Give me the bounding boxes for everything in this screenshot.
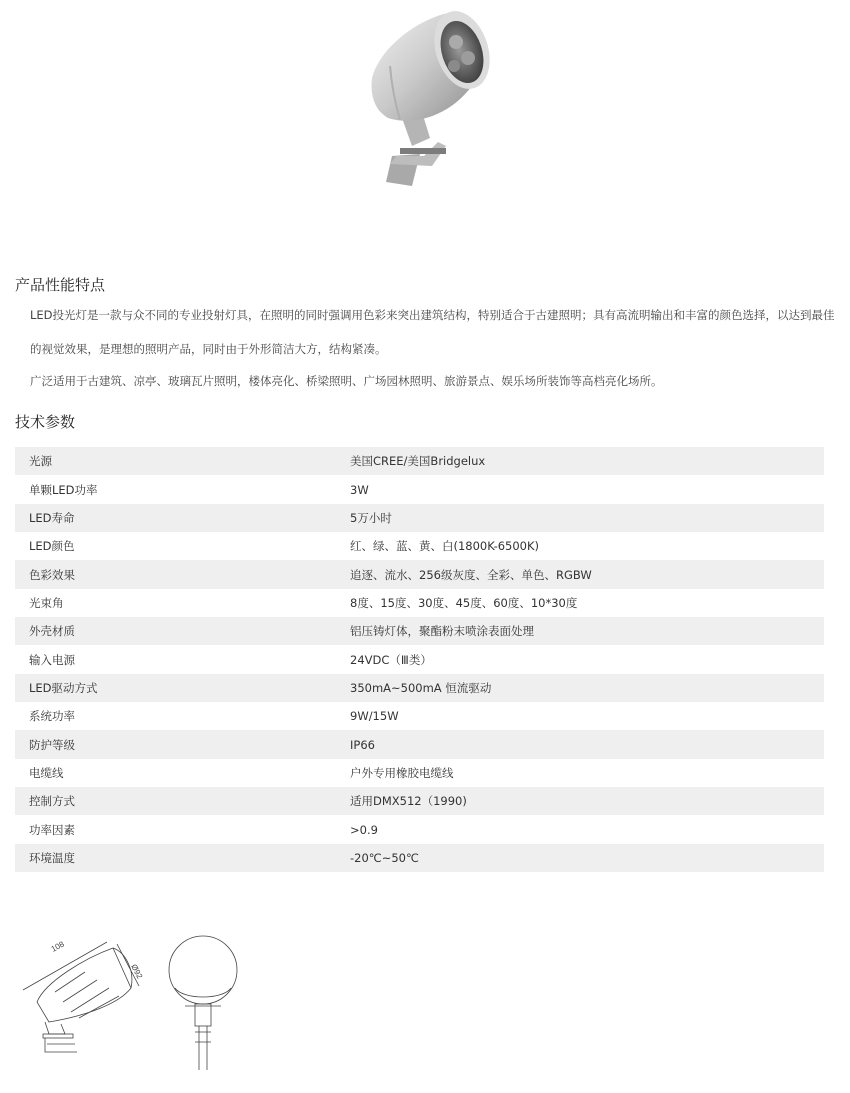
length-dimension-label: 108	[49, 939, 66, 954]
spec-row	[15, 759, 824, 787]
spec-table	[15, 447, 824, 872]
spec-value: -20℃~50℃	[350, 844, 824, 872]
spec-row	[15, 674, 824, 702]
spec-value: 红、绿、蓝、黄、白(1800K-6500K)	[350, 532, 824, 560]
features-heading: 产品性能特点	[15, 276, 106, 294]
spec-row	[15, 815, 824, 843]
spec-row	[15, 589, 824, 617]
spec-value: 户外专用橡胶电缆线	[350, 759, 824, 787]
spec-value: 5万小时	[350, 504, 824, 532]
spec-value: 24VDC（Ⅲ类）	[350, 645, 824, 673]
spec-label: 防护等级	[15, 730, 350, 758]
spec-label: 光源	[15, 447, 350, 475]
spec-row	[15, 475, 824, 503]
spec-row	[15, 504, 824, 532]
features-description: LED投光灯是一款与众不同的专业投射灯具，在照明的同时强调用色彩来突出建筑结构，特别适合于古建照明；具有高流明输出和丰富的颜色选择，以达到最佳的视觉效果，是理想的照明产品，同时由于外形简洁大方，结构紧凑。	[30, 308, 835, 356]
technical-drawing	[15, 930, 255, 1082]
spec-label: 色彩效果	[15, 560, 350, 588]
specs-heading: 技术参数	[15, 413, 76, 431]
spec-value: IP66	[350, 730, 824, 758]
spec-value: 8度、15度、30度、45度、60度、10*30度	[350, 589, 824, 617]
spec-label: 环境温度	[15, 844, 350, 872]
spec-value: 3W	[350, 475, 824, 503]
spec-label: 单颗LED功率	[15, 475, 350, 503]
spec-row	[15, 645, 824, 673]
spec-value: 追逐、流水、256级灰度、全彩、单色、RGBW	[350, 560, 824, 588]
spec-value: 美国CREE/美国Bridgelux	[350, 447, 824, 475]
spec-label: LED驱动方式	[15, 674, 350, 702]
spec-row	[15, 787, 824, 815]
applications-description: 广泛适用于古建筑、凉亭、玻璃瓦片照明，楼体亮化、桥梁照明、广场园林照明、旅游景点、娱乐场所装饰等高档亮化场所。	[30, 374, 663, 388]
spec-row	[15, 532, 824, 560]
spec-label: 光束角	[15, 589, 350, 617]
spec-row	[15, 844, 824, 872]
spec-row	[15, 702, 824, 730]
spec-value: 铝压铸灯体，聚酯粉末喷涂表面处理	[350, 617, 824, 645]
product-photo	[362, 6, 492, 192]
spec-label: LED寿命	[15, 504, 350, 532]
spec-label: 外壳材质	[15, 617, 350, 645]
spec-value: 适用DMX512（1990)	[350, 787, 824, 815]
spec-label: LED颜色	[15, 532, 350, 560]
spec-label: 控制方式	[15, 787, 350, 815]
spec-label: 电缆线	[15, 759, 350, 787]
spec-row	[15, 447, 824, 475]
spec-value: 9W/15W	[350, 702, 824, 730]
spec-label: 输入电源	[15, 645, 350, 673]
spec-row	[15, 560, 824, 588]
spec-value: >0.9	[350, 815, 824, 843]
spec-row	[15, 730, 824, 758]
spec-row	[15, 617, 824, 645]
spec-label: 系统功率	[15, 702, 350, 730]
diameter-dimension-label: Ø92	[129, 962, 145, 981]
spec-label: 功率因素	[15, 815, 350, 843]
spec-value: 350mA~500mA 恒流驱动	[350, 674, 824, 702]
